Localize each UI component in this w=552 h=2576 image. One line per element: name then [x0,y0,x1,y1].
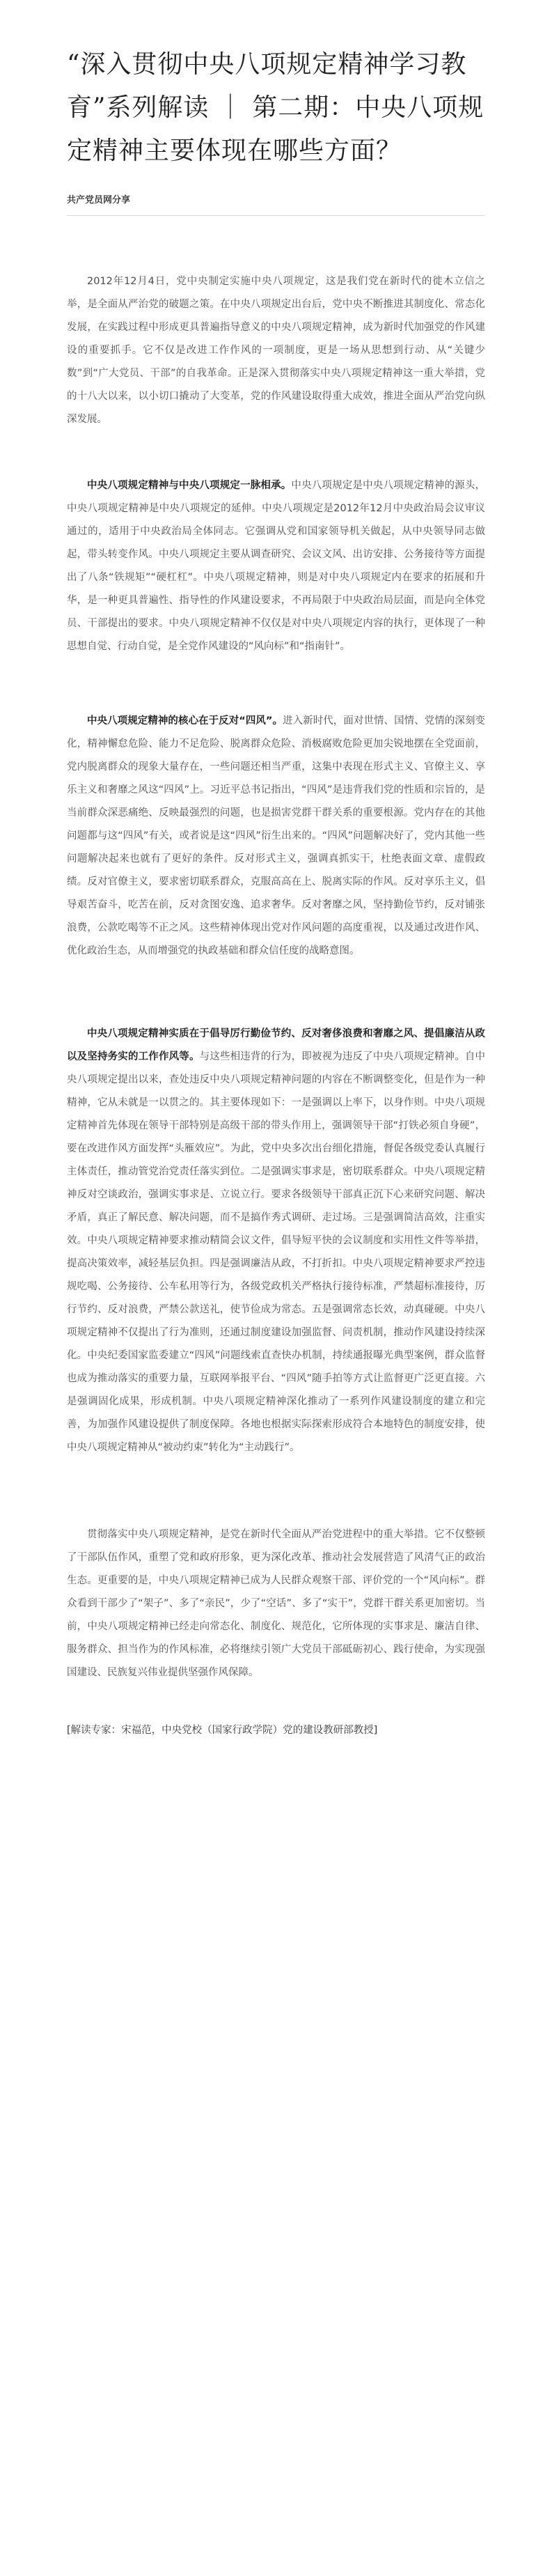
paragraph-conclusion [67,1523,485,1684]
paragraph-body: 进入新时代，面对世情、国情、党情的深刻变化，精神懈怠危险、能力不足危险、脱离群众危险、消极腐败危险更加尖锐地摆在全党面前，党内脱离群众的现象大量存在，一些问题还相当严重，这集中表现在形式主义、官僚主义、享乐主义和奢靡之风这“四风”上。习近平总书记指出，“四风”是违背我们党的性质和宗旨的，是当前群众深恶痛绝、反映最强烈的问题，也是损害党群干群关系的重要根源。党内存在的其他问题都与这“四风”有关，或者说是这“四风”衍生出来的。“四风”问题解决好了，党内其他一些问题解决起来也就有了更好的条件。反对形式主义，强调真抓实干，杜绝表面文章、虚假政绩。反对官僚主义，要求密切联系群众，克服高高在上、脱离实际的作风。反对享乐主义，倡导艰苦奋斗，吃苦在前，反对贪图安逸、追求奢华。反对奢靡之风，坚持勤俭节约，反对铺张浪费，公款吃喝等不正之风。这些精神体现出党对作风问题的高度重视，以及通过改进作风、优化政治生态，从而增强党的执政基础和群众信任度的战略意图。 [67,715,486,956]
paragraph-continuity [67,474,485,658]
paragraph-four-winds [67,710,485,963]
paragraph-lead: 中央八项规定精神实质在于倡导厉行勤俭节约、反对奢侈浪费和奢靡之风、提倡廉洁从政以及坚持务实的工作作风等。 [67,1028,485,1062]
paragraph-body: 中央八项规定是中央八项规定精神的源头，中央八项规定精神是中央八项规定的延伸。中央八项规定是2012年12月中央政治局会议审议通过的，适用于中央政治局全体同志。它强调从党和国家领导机关做起，从中央领导同志做起，带头转变作风。中央八项规定主要从调查研究、会议文风、出访安排、公务接待等方面提出了八条“铁规矩”“硬杠杠”。中央八项规定精神，则是对中央八项规定内在要求的拓展和升华，是一种更具普遍性、指导性的作风建设要求，不再局限于中央政治局层面，而是向全体党员、干部提出的要求。中央八项规定精神不仅仅是对中央八项规定内容的执行，更体现了一种思想自觉、行动自觉，是全党作风建设的“风向标”和“指南针”。 [67,480,485,652]
article-author[interactable]: 共产党员网分享 [67,195,131,205]
paragraph-body: 贯彻落实中央八项规定精神，是党在新时代全面从严治党进程中的重大举措。它不仅整顿了干部队伍作风，重塑了党和政府形象，更为深化改革、推动社会发展营造了风清气正的政治生态。更重要的是，中央八项规定精神已成为人民群众观察干部、评价党的一个“风向标”。群众看到干部少了“架子”、多了“亲民”，少了“空话”、多了“实干”，党群干群关系更加密切。当前，中央八项规定精神已经走向常态化、制度化、规范化，它所体现的实事求是、廉洁自律、服务群众、担当作为的作风标准，必将继续引领广大党员干部砥砺初心、践行使命，为实现强国建设、民族复兴伟业提供坚强作风保障。 [67,1529,485,1678]
paragraph-body: 与这些相违背的行为，即被视为违反了中央八项规定精神。自中央八项规定提出以来，查处违反中央八项规定精神问题的内容在不断调整变化，但是作为一种精神，它从未就是一以贯之的。其主要体现如下：一是强调以上率下，以身作则。中央八项规定精神首先体现在领导干部特别是高级干部的带头作用上，强调领导干部“打铁必须自身硬”，要在改进作风方面发挥“头雁效应”。为此，党中央多次出台细化措施，督促各级党委认真履行主体责任，推动管党治党责任落实到位。二是强调实事求是，密切联系群众。中央八项规定精神反对空谈政治，强调实事求是、立说立行。要求各级领导干部真正沉下心来研究问题、解决矛盾，真正了解民意、解决问题，而不是搞作秀式调研、走过场。三是强调简洁高效，注重实效。中央八项规定精神要求推动精简会议文件，倡导短平快的会议制度和实用性文件等举措，提高决策效率，减轻基层负担。四是强调廉洁从政，不打折扣。中央八项规定精神要求严控违规吃喝、公务接待、公车私用等行为，各级党政机关严格执行接待标准，严禁超标准接待，厉行节约、反对浪费，严禁公款送礼，使节俭成为常态。五是强调常态长效，动真碰硬。中央八项规定精神不仅提出了行为准则，还通过制度建设加强监督、问责机制，推动作风建设持续深化。中央纪委国家监委建立“四风”问题线索直查快办机制，持续通报曝光典型案例，群众监督也成为推动落实的重要力量，互联网举报平台、“四风”随手拍等方式让监督更广泛更直接。六是强调固化成果，形成机制。中央八项规定精神深化推动了一系列作风建设制度的建立和完善，为加强作风建设提供了制度保障。各地也根据实际探索形成符合本地特色的制度安排，使中央八项规定精神从“被动约束”转化为“主动践行”。 [67,1051,486,1453]
paragraph-lead: 中央八项规定精神的核心在于反对“四风”。 [87,715,283,727]
paragraph-body: 2012年12月4日，党中央制定实施中央八项规定，这是我们党在新时代的徙木立信之举，是全面从严治党的破题之策。在中央八项规定出台后，党中央不断推进其制度化、常态化发展，在实践过程中形成更具普遍指导意义的中央八项规定精神，成为新时代加强党的作风建设的重要抓手。它不仅是改进工作作风的一项制度，更是一场从思想到行动、从“关键少数”到“广大党员、干部”的自我革命。正是深入贯彻落实中央八项规定精神这一重大举措，党的十八大以来，以小切口撬动了大变革，党的作风建设取得重大成效，推进全面从严治党向纵深发展。 [67,276,485,425]
paragraph-essence [67,1023,485,1459]
expert-signature: [解读专家：宋福范，中央党校（国家行政学院）党的建设教研部教授] [67,1725,378,1736]
paragraph-intro [67,270,485,431]
title-divider [67,215,485,216]
paragraph-lead: 中央八项规定精神与中央八项规定一脉相承。 [87,480,292,491]
article-title: “深入贯彻中央八项规定精神学习教育”系列解读 ｜ 第二期：中央八项规定精神主要体现在哪些方面？ [67,50,484,165]
